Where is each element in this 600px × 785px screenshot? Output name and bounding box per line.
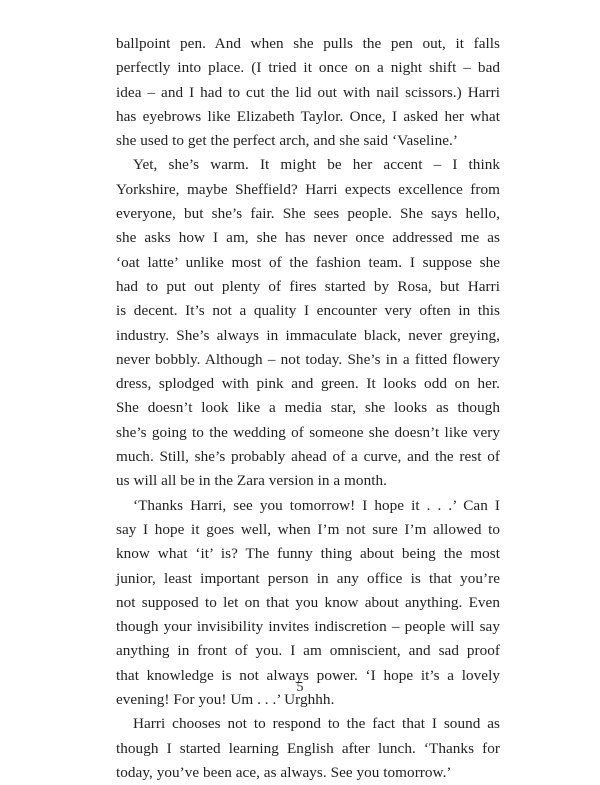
text-line: ‘oat latte’ unlike most of the fashion team. I suppose she [116, 253, 500, 271]
text-line: perfectly into place. (I tried it once on a night shift – bad [116, 59, 500, 77]
text-line: that knowledge is not always power. ‘I hope it’s a lovely [116, 666, 500, 684]
text-line: evening! For you! Um . . .’ Urghhh. [116, 691, 335, 709]
paragraph-2 [116, 153, 500, 493]
text-line: junior, least important person in any office is that you’re [116, 569, 500, 587]
text-line: idea – and I had to cut the lid out with nail scissors.) Harri [116, 83, 500, 101]
paragraph-1 [116, 32, 500, 153]
text-line: ballpoint pen. And when she pulls the pen out, it falls [116, 35, 500, 52]
text-line: she’s going to the wedding of someone she doesn’t like very [116, 423, 500, 441]
page-number: 5 [296, 680, 304, 695]
text-line: ‘Thanks Harri, see you tomorrow! I hope it . . .’ Can I [133, 496, 500, 514]
text-line: never bobbly. Although – not today. She’s in a fitted flowery [116, 350, 500, 368]
text-line: say I hope it goes well, when I’m not sure I’m allowed to [116, 520, 500, 538]
text-line: not supposed to let on that you know about anything. Even [116, 593, 500, 611]
text-line: everyone, but she’s fair. She sees people. She says hello, [116, 205, 500, 223]
paragraph-4 [116, 712, 500, 785]
text-line: is decent. It’s not a quality I encounter very often in this [116, 302, 500, 320]
text-line: anything in front of you. I am omniscient, and sad proof [116, 642, 500, 660]
text-line: Harri chooses not to respond to the fact that I sound as [133, 715, 500, 733]
text-line: today, you’ve been ace, as always. See you tomorrow.’ [116, 763, 452, 781]
text-line: has eyebrows like Elizabeth Taylor. Once, I asked her what [116, 107, 500, 125]
text-line: Yet, she’s warm. It might be her accent – I think [133, 156, 500, 174]
body-text [116, 32, 500, 785]
text-line: She doesn’t look like a media star, she looks as though [116, 399, 500, 417]
text-line: industry. She’s always in immaculate black, never greying, [116, 326, 500, 344]
text-line: she used to get the perfect arch, and she said ‘Vaseline.’ [116, 132, 458, 150]
text-line: she asks how I am, she has never once addressed me as [116, 229, 500, 247]
text-line: Yorkshire, maybe Sheffield? Harri expects excellence from [116, 180, 500, 198]
text-line: had to put out plenty of fires started by Rosa, but Harri [116, 277, 500, 295]
text-line: know what ‘it’ is? The funny thing about being the most [116, 545, 500, 563]
text-line: us will all be in the Zara version in a month. [116, 472, 387, 490]
text-line: dress, splodged with pink and green. It looks odd on her. [116, 375, 500, 393]
text-line: though I started learning English after lunch. ‘Thanks for [116, 739, 500, 757]
text-line: though your invisibility invites indiscretion – people will say [116, 618, 500, 636]
text-line: much. Still, she’s probably ahead of a curve, and the rest of [116, 448, 500, 466]
